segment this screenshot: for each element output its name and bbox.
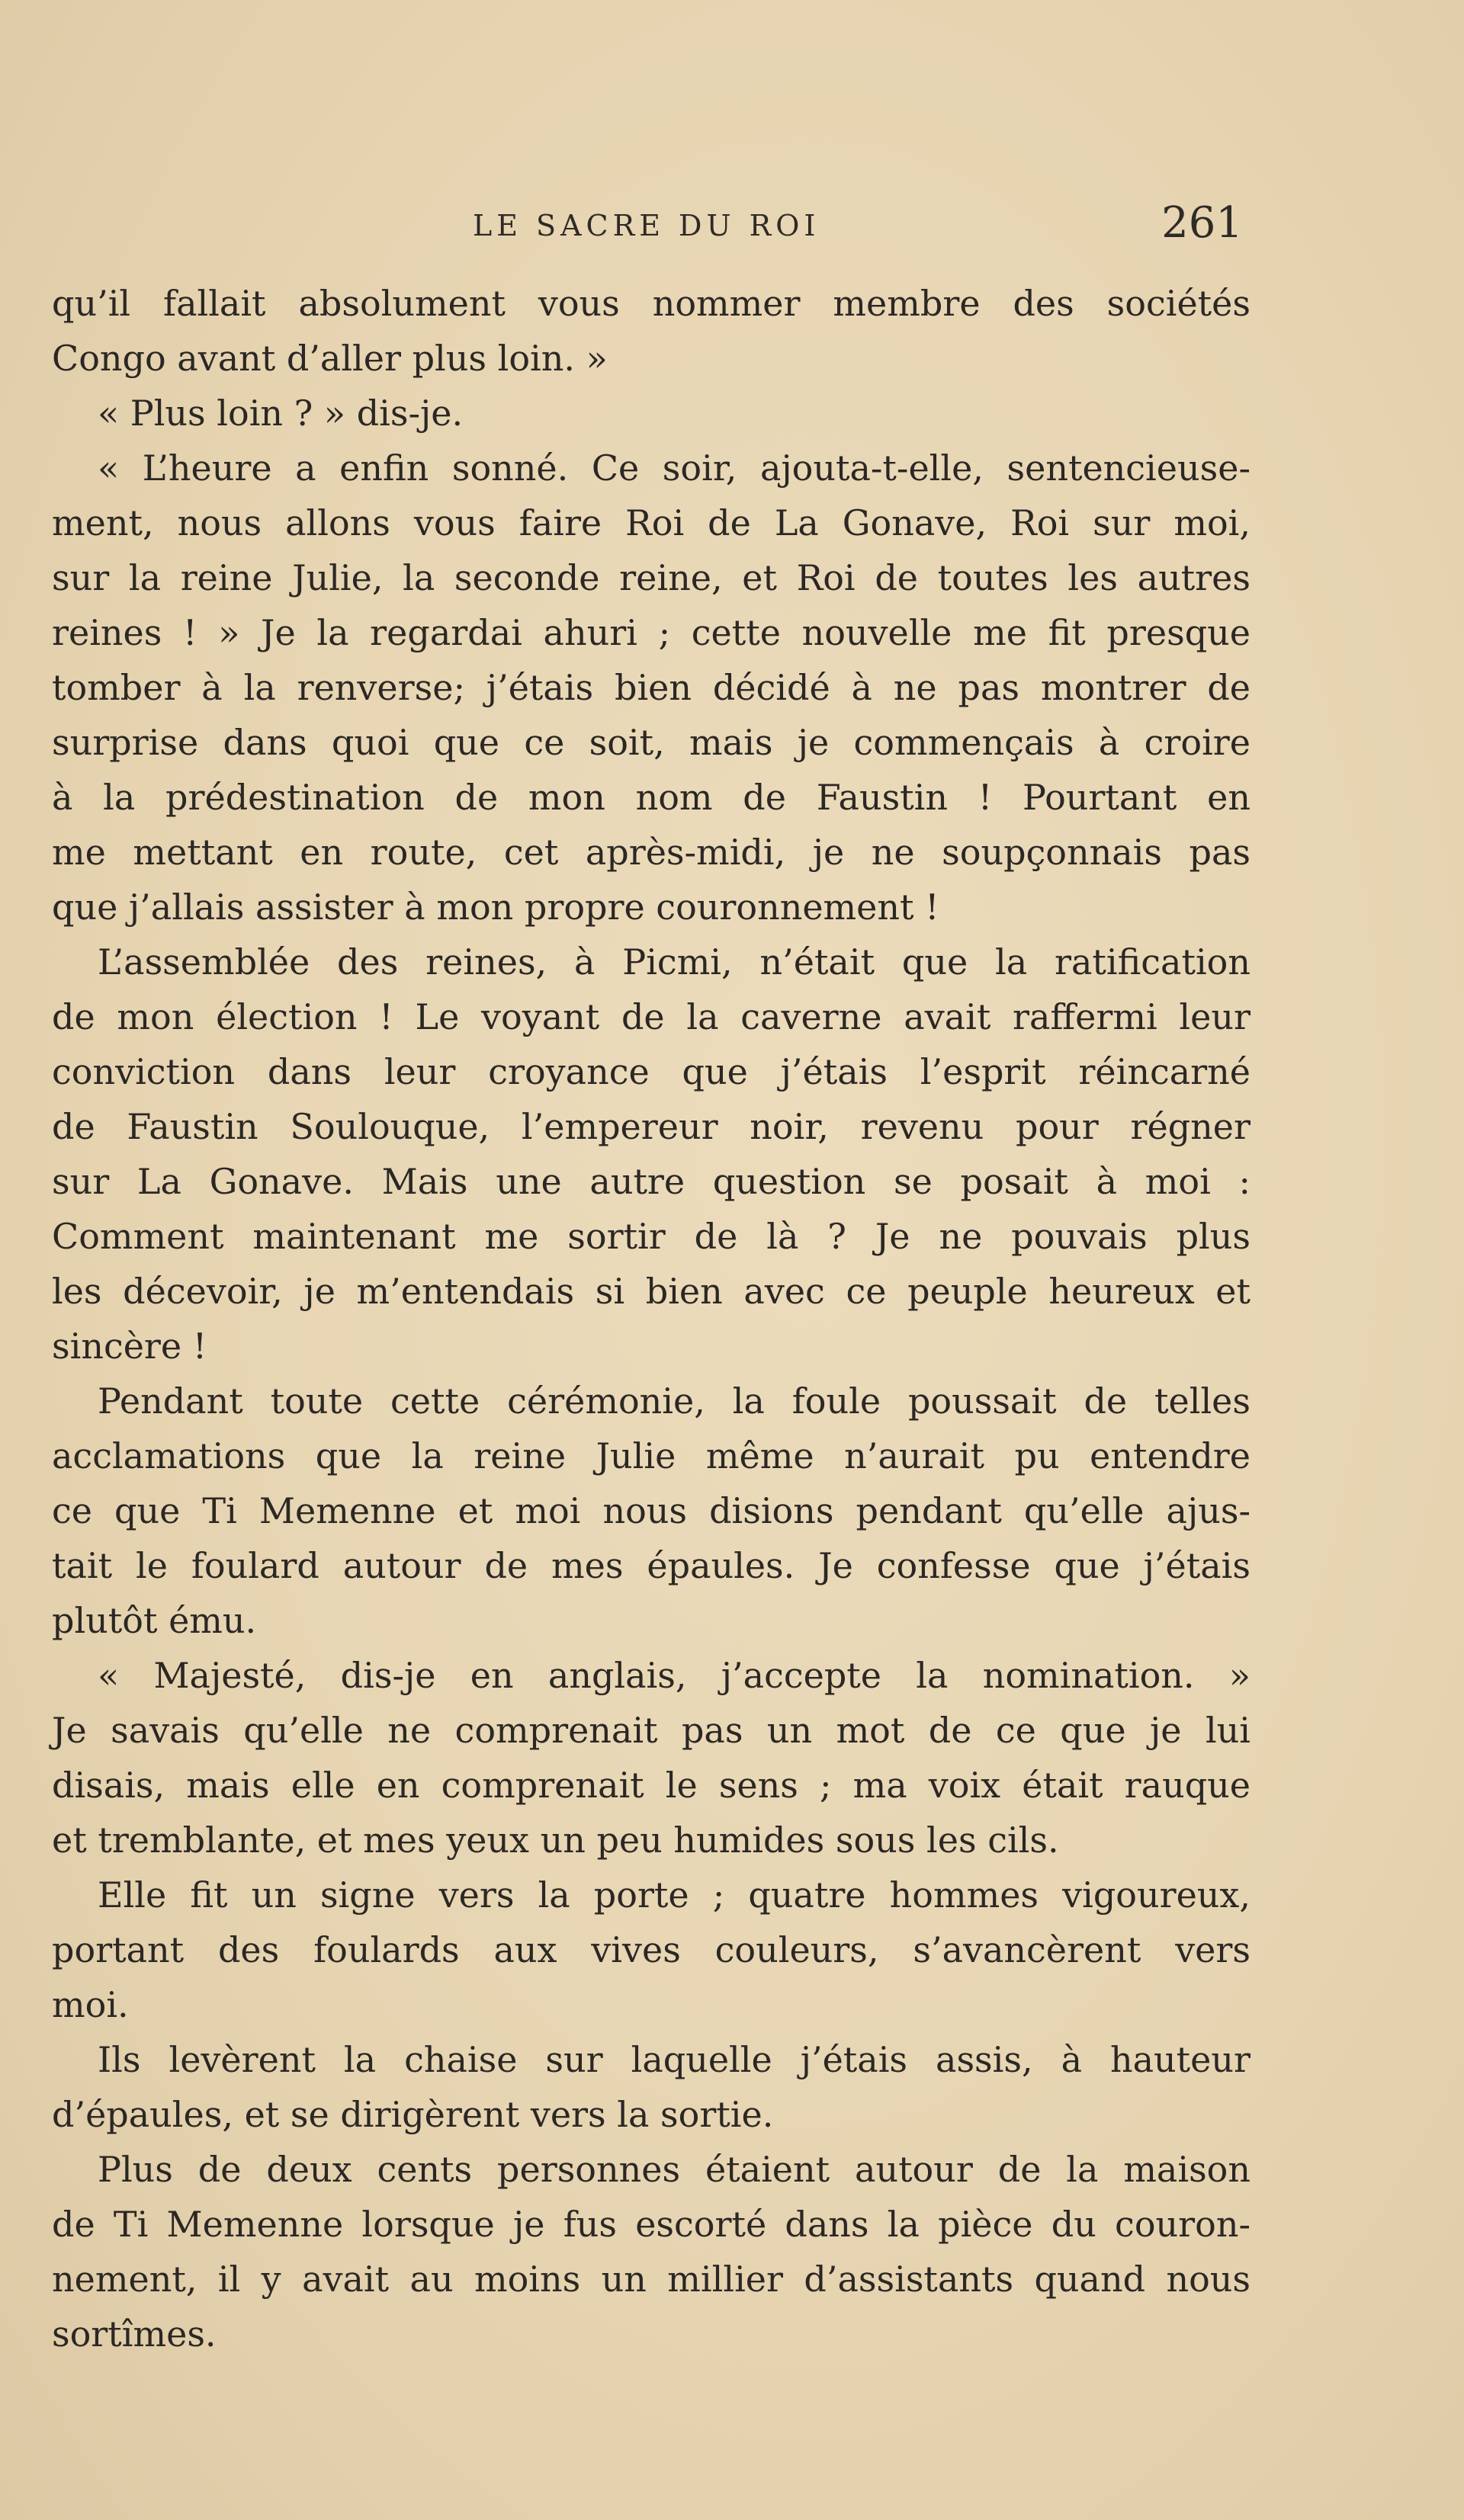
text-line: sortîmes. [52,2313,217,2355]
text-line: et tremblante, et mes yeux un peu humides sous les cils. [52,1819,1059,1861]
text-line: qu’il fallait absolument vous nommer membre des sociétés [52,283,1250,324]
text-line: sincère ! [52,1326,207,1367]
text-line: Comment maintenant me sortir de là ? Je ne pouvais plus [52,1216,1250,1257]
running-title: LE SACRE DU ROI [473,209,820,242]
text-line: Elle fit un signe vers la porte ; quatre hommes vigoureux, [98,1874,1250,1916]
text-line: acclamations que la reine Julie même n’aurait pu entendre [52,1435,1250,1476]
text-line: que j’allais assister à mon propre couronnement ! [52,886,939,928]
text-line: tait le foulard autour de mes épaules. Je confesse que j’étais [52,1545,1250,1586]
text-line: Congo avant d’aller plus loin. » [52,338,608,379]
running-head [0,198,1464,259]
text-line: sur La Gonave. Mais une autre question se posait à moi : [52,1161,1250,1202]
text-line: conviction dans leur croyance que j’étais l’esprit réincarné [52,1051,1250,1092]
page-number: 261 [1161,198,1243,248]
text-line: sur la reine Julie, la seconde reine, et Roi de toutes les autres [52,557,1250,598]
text-line: « Plus loin ? » dis-je. [98,393,464,434]
text-line: reines ! » Je la regardai ahuri ; cette nouvelle me fit presque [52,612,1250,653]
text-line: les décevoir, je m’entendais si bien avec ce peuple heureux et [52,1271,1250,1312]
text-line: disais, mais elle en comprenait le sens ; ma voix était rauque [52,1765,1250,1806]
text-line: tomber à la renverse; j’étais bien décidé à ne pas montrer de [52,667,1250,708]
text-line: nement, il y avait au moins un millier d’assistants quand nous [52,2259,1250,2300]
text-line: de mon élection ! Le voyant de la caverne avait raffermi leur [52,996,1250,1037]
text-line: Pendant toute cette cérémonie, la foule poussait de telles [98,1380,1250,1422]
text-line: surprise dans quoi que ce soit, mais je commençais à croire [52,722,1250,763]
text-line: L’assemblée des reines, à Picmi, n’était que la ratification [98,941,1250,983]
text-line: plutôt ému. [52,1600,257,1641]
text-line: me mettant en route, cet après-midi, je ne soupçonnais pas [52,832,1250,873]
text-line: moi. [52,1984,129,2025]
text-line: ce que Ti Memenne et moi nous disions pendant qu’elle ajus- [52,1490,1250,1531]
body-text [52,276,1250,2361]
text-line: d’épaules, et se dirigèrent vers la sortie. [52,2094,774,2135]
text-line: à la prédestination de mon nom de Faustin ! Pourtant en [52,777,1250,818]
text-line: Ils levèrent la chaise sur laquelle j’étais assis, à hauteur [98,2039,1250,2080]
text-line: « L’heure a enfin sonné. Ce soir, ajouta-t-elle, sentencieuse- [98,447,1250,489]
text-line: portant des foulards aux vives couleurs, s’avancèrent vers [52,1929,1250,1970]
text-line: Plus de deux cents personnes étaient autour de la maison [98,2149,1250,2190]
text-line: de Ti Memenne lorsque je fus escorté dans la pièce du couron- [52,2204,1250,2245]
text-line: Je savais qu’elle ne comprenait pas un mot de ce que je lui [52,1710,1250,1751]
text-line: « Majesté, dis-je en anglais, j’accepte la nomination. » [98,1655,1250,1696]
text-line: ment, nous allons vous faire Roi de La Gonave, Roi sur moi, [52,502,1250,543]
text-line: de Faustin Soulouque, l’empereur noir, revenu pour régner [52,1106,1250,1147]
